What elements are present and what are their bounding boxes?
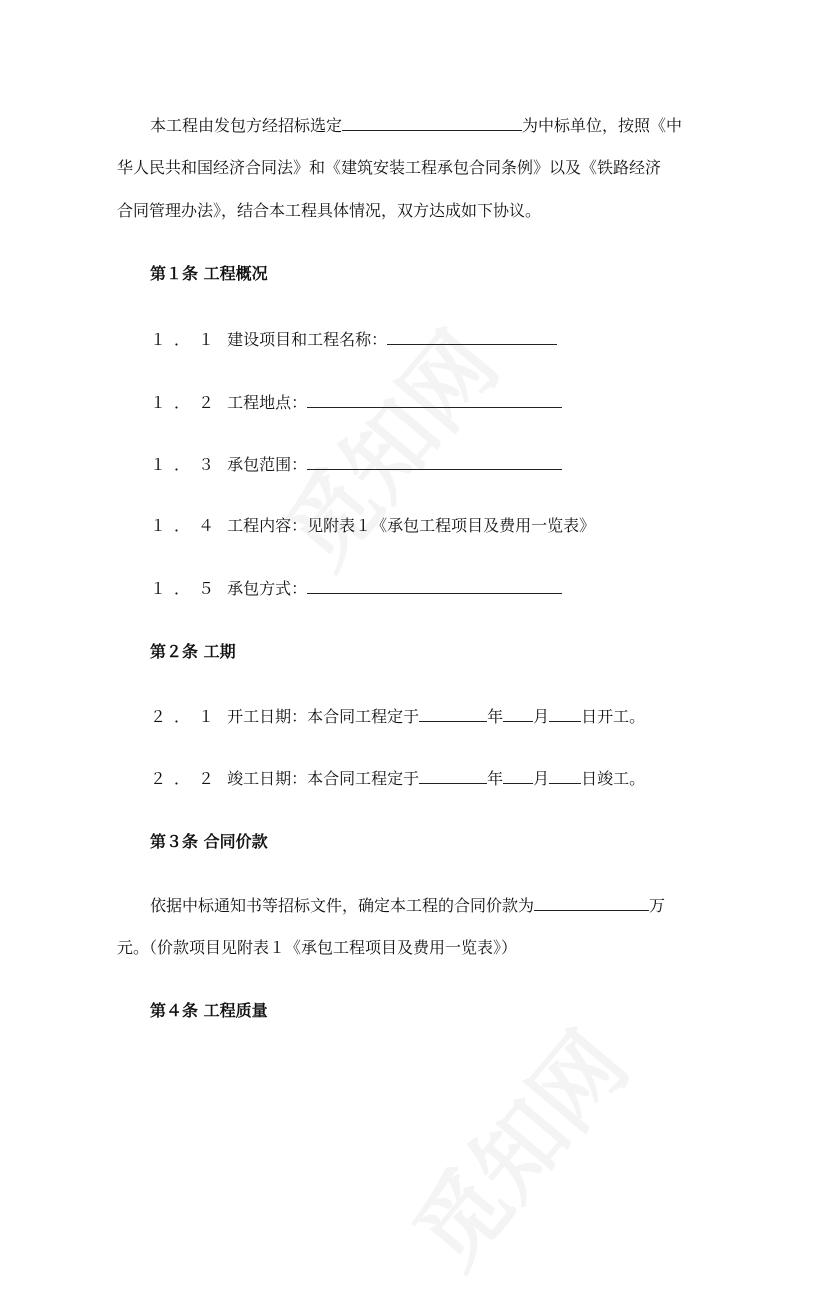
- item-number: １．５: [150, 579, 223, 598]
- article-1-heading: 第１条 工程概况: [150, 264, 268, 283]
- intro-line-2: 华人民共和国经济合同法》和《建筑安装工程承包合同条例》以及《铁路经济: [117, 158, 662, 177]
- item-1-1: [150, 329, 557, 350]
- scope-blank[interactable]: [307, 454, 562, 470]
- item-1-3: [150, 454, 562, 475]
- item-number: １．１: [150, 330, 223, 349]
- month-label: 月: [533, 707, 550, 726]
- intro-line-3: 合同管理办法》，结合本工程具体情况，双方达成如下协议。: [117, 201, 542, 220]
- day-label: 日开工。: [581, 707, 646, 726]
- price-text: 依据中标通知书等招标文件，确定本工程的合同价款为: [150, 896, 535, 915]
- winning-unit-blank[interactable]: [342, 115, 522, 131]
- item-number: １．３: [150, 455, 223, 474]
- item-2-1: [150, 706, 645, 727]
- location-blank[interactable]: [307, 392, 562, 408]
- intro-line-1: [150, 115, 682, 136]
- contract-method-blank[interactable]: [307, 578, 562, 594]
- item-number: １．２: [150, 393, 223, 412]
- item-label: 承包范围：: [227, 455, 308, 474]
- intro-text: 为中标单位，按照《中: [522, 116, 683, 135]
- item-label: 开工日期：本合同工程定于: [227, 707, 420, 726]
- project-name-blank[interactable]: [387, 329, 557, 345]
- month-label: 月: [533, 769, 550, 788]
- end-day-blank[interactable]: [549, 768, 581, 784]
- start-day-blank[interactable]: [549, 706, 581, 722]
- item-label: 竣工日期：本合同工程定于: [227, 769, 420, 788]
- item-1-4: [150, 516, 595, 536]
- start-month-blank[interactable]: [503, 706, 533, 722]
- price-line-2: 元。（价款项目见附表１《承包工程项目及费用一览表》）: [117, 938, 518, 957]
- item-number: ２．１: [150, 707, 223, 726]
- item-label: 建设项目和工程名称：: [227, 330, 388, 349]
- item-label: 工程地点：: [227, 393, 308, 412]
- article-2-heading: 第２条 工期: [150, 642, 236, 661]
- year-label: 年: [487, 707, 504, 726]
- day-label: 日竣工。: [581, 769, 646, 788]
- start-year-blank[interactable]: [419, 706, 487, 722]
- item-label: 承包方式：: [227, 579, 308, 598]
- article-4-heading: 第４条 工程质量: [150, 1001, 268, 1020]
- item-number: ２．２: [150, 769, 223, 788]
- item-1-2: [150, 392, 562, 413]
- intro-text: 本工程由发包方经招标选定: [150, 116, 343, 135]
- item-1-5: [150, 578, 562, 599]
- item-number: １．４: [150, 516, 223, 535]
- price-unit: 万: [649, 896, 666, 915]
- contract-price-blank[interactable]: [534, 895, 649, 911]
- watermark: [378, 1000, 651, 1290]
- year-label: 年: [487, 769, 504, 788]
- article-3-heading: 第３条 合同价款: [150, 832, 268, 851]
- end-year-blank[interactable]: [419, 768, 487, 784]
- item-label: 工程内容：见附表１《承包工程项目及费用一览表》: [227, 516, 596, 535]
- price-line-1: [150, 895, 665, 916]
- item-2-2: [150, 768, 645, 789]
- end-month-blank[interactable]: [503, 768, 533, 784]
